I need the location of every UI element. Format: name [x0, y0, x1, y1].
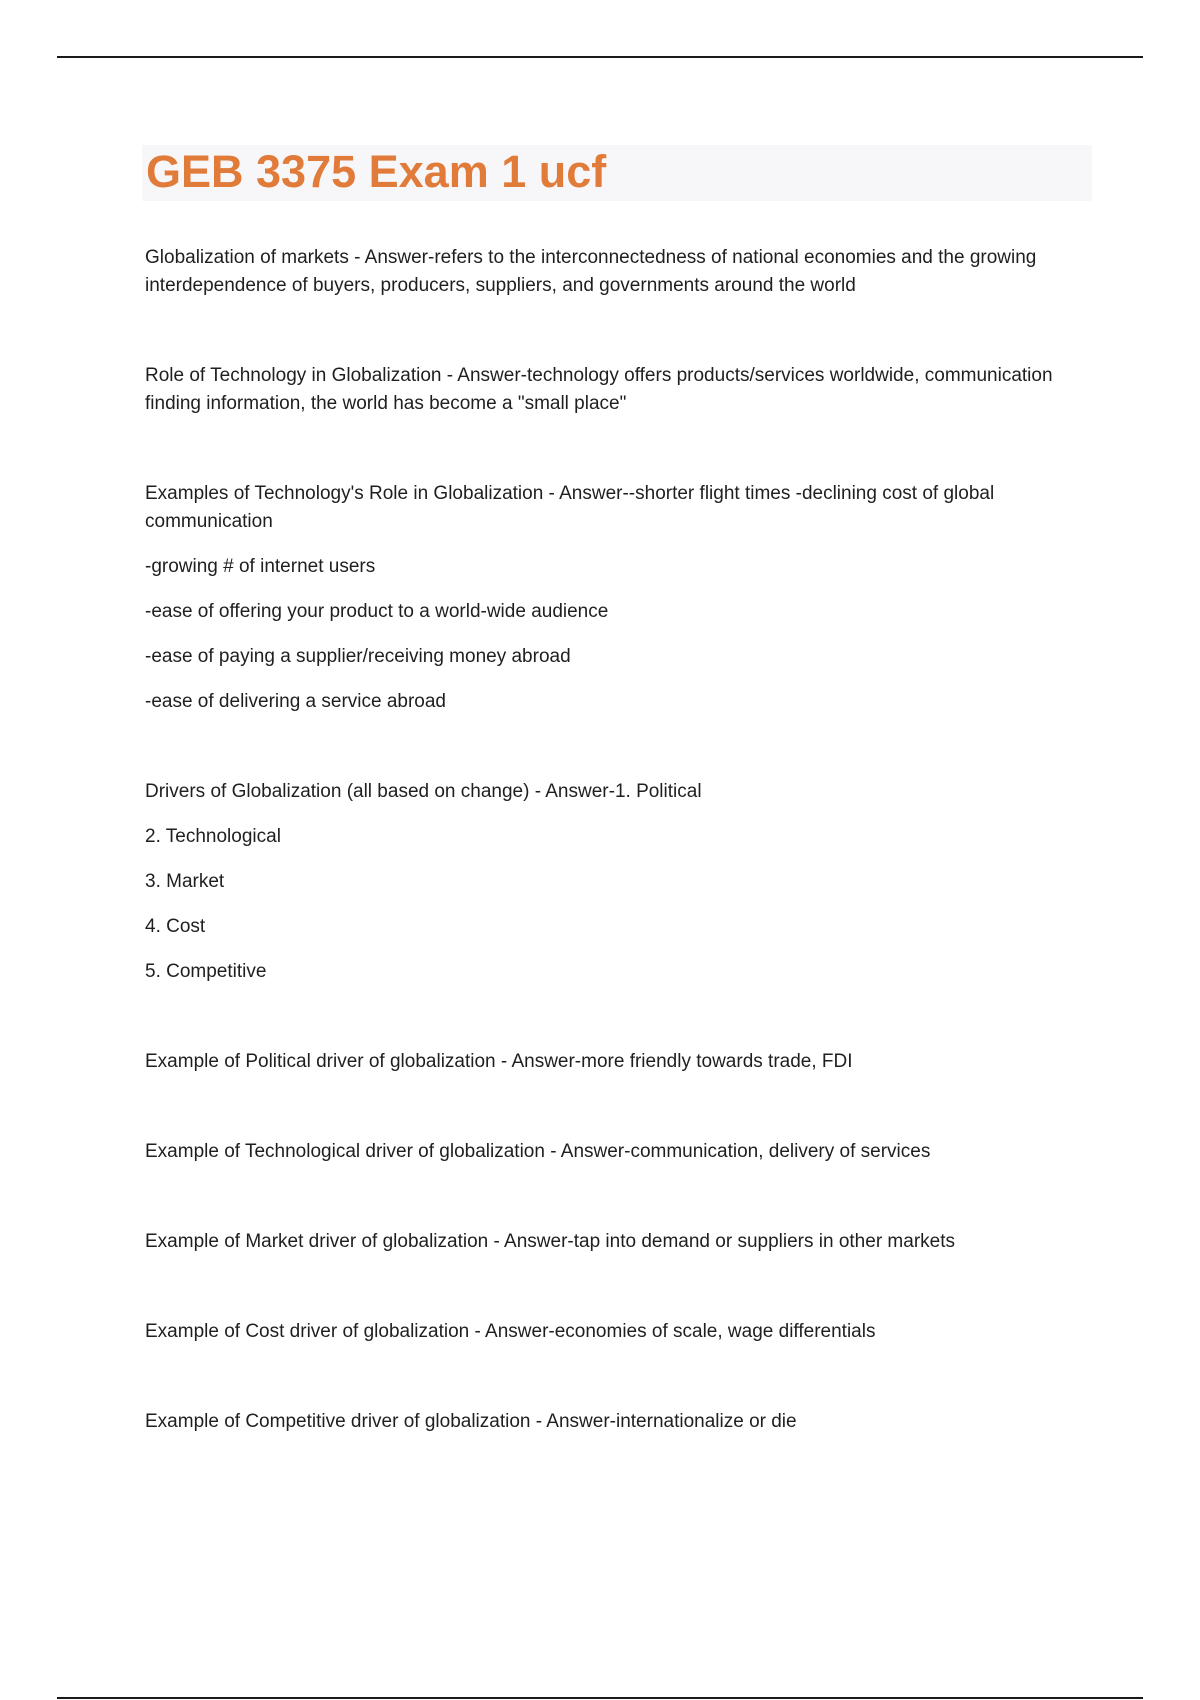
document-title: GEB 3375 Exam 1 ucf — [146, 146, 607, 197]
qa-entry — [145, 1318, 1085, 1346]
qa-entry — [145, 1228, 1085, 1256]
header-rule — [57, 56, 1143, 58]
footer-rule — [57, 1697, 1143, 1699]
qa-list-line: 4. Cost — [145, 916, 206, 937]
qa-text: Example of Political driver of globalization - Answer-more friendly towards trade, FDI — [145, 1051, 853, 1072]
qa-entry — [145, 778, 1085, 986]
qa-list-line: 5. Competitive — [145, 961, 267, 982]
qa-entry — [145, 1138, 1085, 1166]
qa-list-line: -ease of offering your product to a world-wide audience — [145, 601, 609, 622]
qa-list-line: -ease of delivering a service abroad — [145, 691, 447, 712]
qa-text: Globalization of markets - Answer-refers to the interconnectedness of national economies and the growing interdependence of buyers, producers, suppliers, and governments around the world — [145, 247, 1037, 296]
qa-text: Example of Competitive driver of globalization - Answer-internationalize or die — [145, 1411, 797, 1432]
qa-entry — [145, 480, 1085, 716]
qa-entry — [145, 1048, 1085, 1076]
qa-entry — [145, 362, 1085, 418]
document-body — [145, 244, 1085, 1498]
qa-text: Drivers of Globalization (all based on change) - Answer-1. Political — [145, 781, 702, 802]
qa-entry — [145, 1408, 1085, 1436]
qa-text: Example of Technological driver of globalization - Answer-communication, delivery of services — [145, 1141, 931, 1162]
qa-text: Example of Cost driver of globalization - Answer-economies of scale, wage differentials — [145, 1321, 876, 1342]
qa-entry — [145, 244, 1085, 300]
qa-list-line: 3. Market — [145, 871, 225, 892]
qa-list-line: 2. Technological — [145, 826, 281, 847]
qa-text: Examples of Technology's Role in Globalization - Answer--shorter flight times -declining cost of global communication — [145, 483, 995, 532]
qa-text: Role of Technology in Globalization - Answer-technology offers products/services worldwide, communication finding information, the world has become a "small place" — [145, 365, 1053, 414]
qa-text: Example of Market driver of globalization - Answer-tap into demand or suppliers in other markets — [145, 1231, 955, 1252]
qa-list-line: -ease of paying a supplier/receiving money abroad — [145, 646, 571, 667]
qa-list-line: -growing # of internet users — [145, 556, 376, 577]
